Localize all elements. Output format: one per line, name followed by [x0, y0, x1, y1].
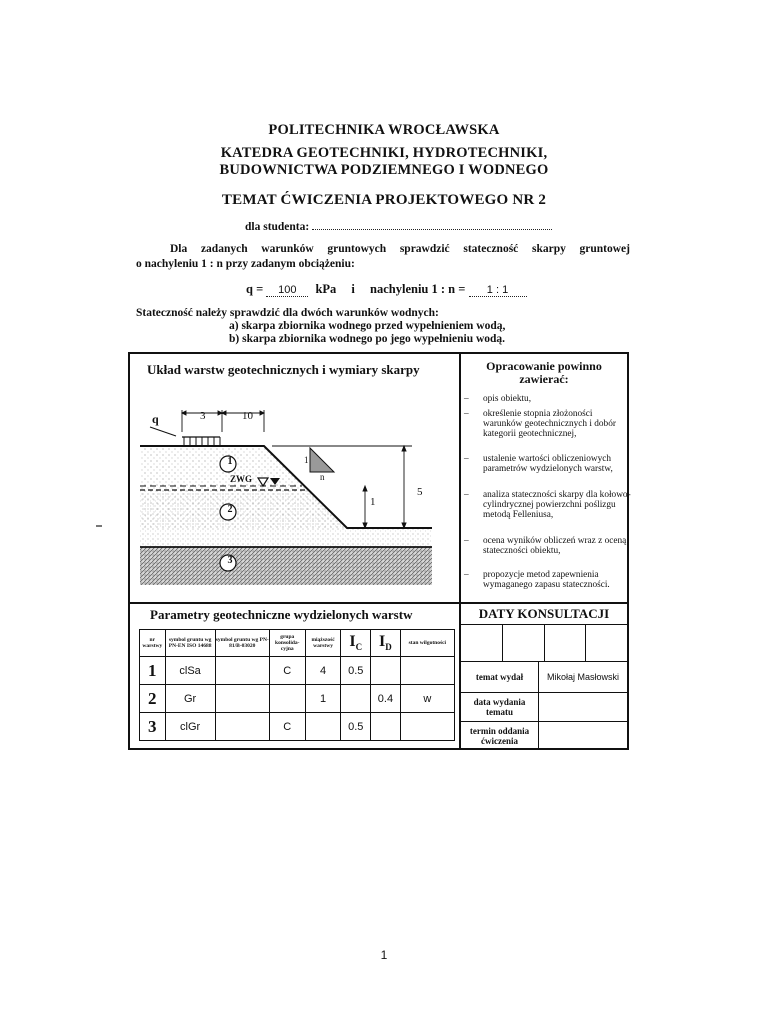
- department-line-1: KATEDRA GEOTECHNIKI, HYDROTECHNIKI,: [220, 145, 548, 161]
- col-state-header: stan wilgotności: [400, 630, 454, 657]
- row-1-ic: 0.5: [341, 657, 371, 685]
- page-number: 1: [380, 948, 388, 962]
- q-value: 100: [266, 284, 308, 297]
- row-2-moisture: 1: [305, 685, 341, 713]
- params-title: Parametry geotechniczne wydzielonych warstw: [150, 607, 413, 622]
- row-3-group: C: [269, 713, 305, 741]
- row-3-sym-en: clGr: [165, 713, 215, 741]
- row-1-group: C: [269, 657, 305, 685]
- consult-grid-line: [538, 661, 539, 748]
- slope-ratio-triangle: [310, 448, 334, 472]
- row-2-nr: 2: [140, 685, 166, 713]
- row-2-ic: [341, 685, 371, 713]
- params-table: [139, 629, 455, 741]
- load-arrows: [184, 437, 220, 445]
- stability-intro: Stateczność należy sprawdzić dla dwóch warunków wodnych:: [136, 307, 439, 319]
- requirements-list: – opis obiektu, – określenie stopnia złożoności warunków geotechnicznych i dobór kategorii geotechnicznej, – ustalenie wartości obliczeniowych parametrów wydzielonych warstw, – analiza stateczności skarpy dla kołowo-cylindrycznej powierzchni poślizgu metodą Felleniusa, – ocena wyników obliczeń wraz z oceną stateczności obiektu, – propozycje metod zapewnienia wymaganego zapasu stateczności.: [464, 394, 631, 591]
- slope-diagram: [132, 382, 458, 600]
- stability-b: b) skarpa zbiornika wodnego po jego wypełnieniu wodą.: [229, 333, 506, 345]
- row-2-sym-en: Gr: [165, 685, 215, 713]
- q-symbol: q: [152, 412, 159, 426]
- load-leader: [150, 427, 176, 436]
- col-moisture-header: miąższość warstwy: [305, 630, 341, 657]
- col-id-header: $I_D$: [371, 630, 401, 657]
- row-2-state: w: [400, 685, 454, 713]
- student-field: [245, 221, 552, 233]
- row-3-moisture: [305, 713, 341, 741]
- row-1-sym-en: clSa: [165, 657, 215, 685]
- and-label: i: [351, 282, 355, 296]
- intro-line-1: Dla zadanych warunków gruntowych sprawdzić stateczność skarpy gruntowej: [170, 243, 630, 255]
- dim-1-label: 1: [370, 496, 376, 508]
- row-2-id: 0.4: [371, 685, 401, 713]
- row-3-state: [400, 713, 454, 741]
- row-1-nr: 1: [140, 657, 166, 685]
- dim-5-label: 5: [417, 486, 423, 498]
- table-row: [140, 713, 455, 741]
- frame-divider-horizontal: [130, 602, 627, 604]
- zwg-label: ZWG: [230, 474, 253, 484]
- consult-grid-line: [461, 661, 627, 662]
- row-3-nr: 3: [140, 713, 166, 741]
- university-name: POLITECHNIKA WROCŁAWSKA: [268, 122, 500, 138]
- col-nr-header: nr warstwy: [140, 630, 166, 657]
- col-ic-header: $I_C$: [341, 630, 371, 657]
- table-row: [140, 685, 455, 713]
- assignment-title: TEMAT ĆWICZENIA PROJEKTOWEGO NR 2: [221, 192, 547, 208]
- student-value: [312, 229, 552, 230]
- stability-a: a) skarpa zbiornika wodnego przed wypełnieniem wodą,: [229, 320, 506, 332]
- row-2-group: [269, 685, 305, 713]
- row-3-ic: 0.5: [341, 713, 371, 741]
- row-1-sym-pn: [215, 657, 269, 685]
- intro-line-2: o nachyleniu 1 : n przy zadanym obciążeniu:: [136, 258, 355, 270]
- row-3-id: [371, 713, 401, 741]
- q-label: q =: [246, 282, 264, 296]
- handin-date-label: termin oddania ćwiczenia: [469, 726, 530, 746]
- slope-label: nachyleniu 1 : n =: [370, 282, 466, 296]
- dim-10-label: 10: [242, 410, 253, 422]
- load-line: [246, 282, 527, 297]
- table-row: [140, 657, 455, 685]
- row-1-moisture: 4: [305, 657, 341, 685]
- consult-grid-line: [585, 624, 586, 661]
- frame-divider-vertical: [459, 354, 461, 748]
- project-frame: [128, 352, 629, 750]
- layer-3-label: 3: [227, 555, 233, 566]
- layer-2-label: 2: [227, 504, 233, 515]
- consult-title: DATY KONSULTACJI: [478, 606, 610, 621]
- diagram-title: Układ warstw geotechnicznych i wymiary skarpy: [147, 362, 420, 377]
- row-3-sym-pn: [215, 713, 269, 741]
- row-1-state: [400, 657, 454, 685]
- student-label: dla studenta:: [245, 221, 310, 233]
- slope-value: 1 : 1: [469, 284, 527, 297]
- dim-3-label: 3: [200, 410, 206, 422]
- requirements-title-line-1: Opracowanie powinno: [486, 359, 602, 373]
- row-1-id: [371, 657, 401, 685]
- slope-n-label: n: [320, 472, 325, 482]
- department-line-2: BUDOWNICTWA PODZIEMNEGO I WODNEGO: [219, 162, 549, 178]
- consult-grid-line: [502, 624, 503, 661]
- requirements-title-line-2: zawierać:: [519, 372, 569, 386]
- q-unit: kPa: [315, 282, 337, 296]
- issued-value: Mikołaj Masłowski: [546, 672, 619, 682]
- col-group-header: grupa konsolida-cyjna: [269, 630, 305, 657]
- issued-label: temat wydał: [475, 672, 524, 682]
- col-sym-pn-header: symbol gruntu wg PN-81/B-03020: [215, 630, 269, 657]
- layer-3-fill: [140, 547, 432, 585]
- layer-1-label: 1: [227, 456, 233, 467]
- params-header-row: [140, 630, 455, 657]
- water-depth-dimension: [363, 486, 367, 528]
- slope-1-label: 1: [304, 455, 309, 465]
- margin-mark: [96, 525, 102, 527]
- row-2-sym-pn: [215, 685, 269, 713]
- consult-grid-line: [461, 721, 627, 722]
- consult-grid-line: [544, 624, 545, 661]
- requirements-title: [461, 360, 627, 386]
- layer-2-fill: [140, 490, 432, 547]
- issue-date-label: data wydania tematu: [473, 697, 526, 717]
- col-sym-en-header: symbol gruntu wg PN-EN ISO 14688: [165, 630, 215, 657]
- consult-grid-line: [461, 692, 627, 693]
